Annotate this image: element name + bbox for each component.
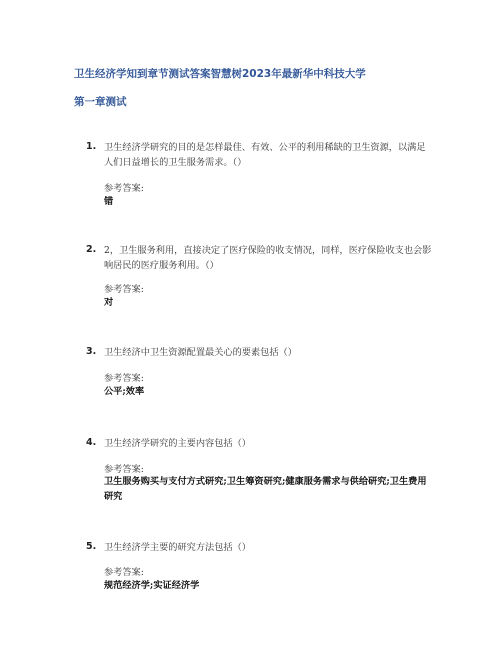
question-text: 卫生经济学主要的研究方法包括（） [104, 542, 251, 553]
question-text: 卫生经济中卫生资源配置最关心的要素包括（） [104, 347, 297, 358]
reference-answer-label: 参考答案: [104, 284, 144, 295]
answer-text: 错 [104, 196, 114, 207]
question-number: 3. [86, 346, 97, 357]
answer-text: 卫生服务购买与支付方式研究;卫生筹资研究;健康服务需求与供给研究;卫生费用研究 [104, 476, 427, 502]
answer-text: 对 [104, 297, 114, 308]
question-text: 2，卫生服务利用，直接决定了医疗保险的收支情况，同样，医疗保险收支也会影响居民的医疗服务利用。（） [104, 245, 432, 271]
document-title: 卫生经济学知到章节测试答案智慧树2023年最新华中科技大学 [74, 68, 366, 80]
reference-answer-label: 参考答案: [104, 464, 144, 475]
answer-text: 公平;效率 [104, 386, 145, 397]
reference-answer-label: 参考答案: [104, 567, 144, 578]
question-number: 5. [86, 541, 97, 552]
question-number: 4. [86, 437, 97, 448]
answer-text: 规范经济学;实证经济学 [104, 580, 200, 591]
section-title: 第一章测试 [74, 96, 127, 108]
reference-answer-label: 参考答案: [104, 183, 144, 194]
question-text: 卫生经济学研究的主要内容包括（） [104, 438, 251, 449]
question-text: 卫生经济学研究的目的是怎样最佳、有效、公平的利用稀缺的卫生资源，以满足人们日益增长的卫生服务需求。（） [104, 142, 426, 168]
question-number: 2. [86, 244, 97, 255]
question-number: 1. [86, 141, 97, 152]
reference-answer-label: 参考答案: [104, 373, 144, 384]
